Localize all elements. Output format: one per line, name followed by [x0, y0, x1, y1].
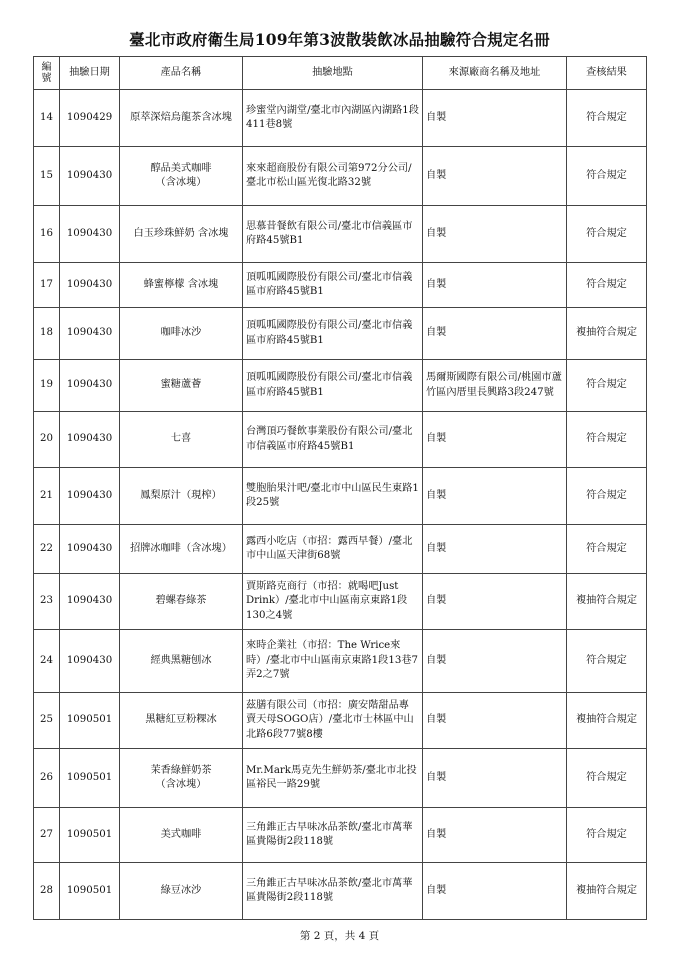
- product-name: 黑糖紅豆粉粿冰: [145, 714, 217, 726]
- table-row: [34, 206, 647, 263]
- product-name: 碧螺春綠茶: [155, 595, 207, 607]
- cell-source: 自製: [423, 693, 567, 749]
- cell-no: 21: [34, 468, 60, 525]
- cell-source: 自製: [423, 630, 567, 693]
- cell-site: 三角錐正古早味冰品茶飲/臺北市萬華區貴陽街2段118號: [243, 808, 423, 863]
- cell-product: [120, 468, 243, 525]
- cell-no: 15: [34, 147, 60, 206]
- cell-site: 頂呱呱國際股份有限公司/臺北市信義區市府路45號B1: [243, 360, 423, 412]
- cell-source: 自製: [423, 147, 567, 206]
- cell-result: 複抽符合規定: [567, 308, 647, 360]
- product-name: 綠豆冰沙: [160, 884, 202, 896]
- table-row: [34, 468, 647, 525]
- cell-result: 符合規定: [567, 749, 647, 808]
- product-name: 招牌冰咖啡（含冰塊）: [130, 542, 232, 554]
- cell-date: 1090430: [60, 574, 120, 630]
- cell-source: 自製: [423, 412, 567, 468]
- cell-product: [120, 90, 243, 147]
- cell-site: Mr.Mark馬克先生鮮奶茶/臺北市北投區裕民一路29號: [243, 749, 423, 808]
- cell-date: 1090430: [60, 525, 120, 574]
- cell-date: 1090430: [60, 360, 120, 412]
- cell-date: 1090430: [60, 147, 120, 206]
- cell-product: [120, 412, 243, 468]
- table-row: [34, 90, 647, 147]
- header-site: 抽驗地點: [243, 57, 423, 90]
- table-row: [34, 263, 647, 308]
- cell-site: 頂呱呱國際股份有限公司/臺北市信義區市府路45號B1: [243, 263, 423, 308]
- cell-product: [120, 525, 243, 574]
- table-row: [34, 147, 647, 206]
- cell-product: [120, 630, 243, 693]
- cell-date: 1090430: [60, 630, 120, 693]
- cell-date: 1090501: [60, 749, 120, 808]
- cell-no: 14: [34, 90, 60, 147]
- table-row: [34, 412, 647, 468]
- product-name: 白玉珍珠鮮奶 含冰塊: [133, 227, 229, 239]
- product-name: 咖啡冰沙: [160, 327, 202, 339]
- cell-no: 28: [34, 863, 60, 920]
- cell-result: 符合規定: [567, 468, 647, 525]
- cell-site: 頂呱呱國際股份有限公司/臺北市信義區市府路45號B1: [243, 308, 423, 360]
- table-row: [34, 630, 647, 693]
- cell-site: 雙胞胎果汁吧/臺北市中山區民生東路1段25號: [243, 468, 423, 525]
- cell-result: 符合規定: [567, 808, 647, 863]
- cell-result: 符合規定: [567, 360, 647, 412]
- cell-date: 1090430: [60, 263, 120, 308]
- cell-no: 24: [34, 630, 60, 693]
- table-row: [34, 360, 647, 412]
- table-row: [34, 525, 647, 574]
- cell-result: 符合規定: [567, 412, 647, 468]
- header-source: 來源廠商名稱及地址: [423, 57, 567, 90]
- cell-date: 1090430: [60, 308, 120, 360]
- cell-product: [120, 808, 243, 863]
- cell-result: 符合規定: [567, 90, 647, 147]
- inspection-table: [33, 56, 647, 920]
- cell-date: 1090501: [60, 808, 120, 863]
- product-name: 美式咖啡: [160, 828, 202, 840]
- cell-source: 馬爾斯國際有限公司/桃園市蘆竹區內厝里長興路3段247號: [423, 360, 567, 412]
- cell-no: 20: [34, 412, 60, 468]
- cell-no: 23: [34, 574, 60, 630]
- cell-result: 複抽符合規定: [567, 574, 647, 630]
- cell-source: 自製: [423, 863, 567, 920]
- cell-site: 三角錐正古早味冰品茶飲/臺北市萬華區貴陽街2段118號: [243, 863, 423, 920]
- cell-product: [120, 693, 243, 749]
- cell-date: 1090430: [60, 468, 120, 525]
- cell-product: [120, 360, 243, 412]
- header-result: 查核結果: [567, 57, 647, 90]
- cell-site: 來來超商股份有限公司第972分公司/臺北市松山區光復北路32號: [243, 147, 423, 206]
- cell-date: 1090430: [60, 412, 120, 468]
- cell-product: [120, 263, 243, 308]
- cell-no: 19: [34, 360, 60, 412]
- cell-product: [120, 863, 243, 920]
- cell-source: 自製: [423, 90, 567, 147]
- cell-source: 自製: [423, 525, 567, 574]
- product-name: 蜂蜜檸檬 含冰塊: [143, 278, 219, 290]
- cell-product: [120, 206, 243, 263]
- cell-source: 自製: [423, 468, 567, 525]
- page-footer: 第 2 頁，共 4 頁: [299, 930, 380, 942]
- cell-date: 1090501: [60, 863, 120, 920]
- cell-source: 自製: [423, 308, 567, 360]
- cell-site: 珍蜜堂內湖堂/臺北市內湖區內湖路1段411巷8號: [243, 90, 423, 147]
- cell-site: 思慕昔餐飲有限公司/臺北市信義區市府路45號B1: [243, 206, 423, 263]
- cell-site: 來時企業社（市招：The Wrice來時）/臺北市中山區南京東路1段13巷7弄2之7號: [243, 630, 423, 693]
- cell-site: 茲膳有限公司（市招：廣安階甜品專賣天母SOGO店）/臺北市士林區中山北路6段77號8樓: [243, 693, 423, 749]
- cell-source: 自製: [423, 808, 567, 863]
- table-header-row: [34, 57, 647, 90]
- cell-source: 自製: [423, 574, 567, 630]
- cell-no: 18: [34, 308, 60, 360]
- cell-result: 複抽符合規定: [567, 693, 647, 749]
- product-name: 蜜糖蘆薈: [160, 379, 202, 391]
- product-name: 原萃深焙烏龍茶含冰塊: [130, 111, 232, 123]
- cell-no: 25: [34, 693, 60, 749]
- product-name: 醇品美式咖啡 （含冰塊）: [150, 162, 212, 188]
- table-row: [34, 808, 647, 863]
- cell-result: 符合規定: [567, 525, 647, 574]
- cell-product: [120, 574, 243, 630]
- cell-result: 複抽符合規定: [567, 863, 647, 920]
- cell-date: 1090501: [60, 693, 120, 749]
- table-row: [34, 308, 647, 360]
- cell-source: 自製: [423, 263, 567, 308]
- product-name: 茉香綠鮮奶茶 （含冰塊）: [150, 764, 212, 790]
- cell-site: 賈斯路克商行（市招：就喝吧Just Drink）/臺北市中山區南京東路1段130之4號: [243, 574, 423, 630]
- cell-site: 台灣頂巧餐飲事業股份有限公司/臺北市信義區市府路45號B1: [243, 412, 423, 468]
- cell-result: 符合規定: [567, 630, 647, 693]
- table-row: [34, 749, 647, 808]
- header-date: 抽驗日期: [60, 57, 120, 90]
- cell-no: 17: [34, 263, 60, 308]
- product-name: 七喜: [170, 433, 192, 445]
- table-row: [34, 693, 647, 749]
- cell-product: [120, 147, 243, 206]
- table-row: [34, 863, 647, 920]
- cell-product: [120, 749, 243, 808]
- cell-no: 27: [34, 808, 60, 863]
- cell-no: 16: [34, 206, 60, 263]
- cell-source: 自製: [423, 749, 567, 808]
- cell-date: 1090429: [60, 90, 120, 147]
- product-name: 鳳梨原汁（現榨）: [140, 489, 222, 501]
- cell-result: 符合規定: [567, 263, 647, 308]
- header-no: 編 號: [34, 57, 60, 90]
- cell-result: 符合規定: [567, 147, 647, 206]
- cell-source: 自製: [423, 206, 567, 263]
- cell-site: 露西小吃店（市招：露西早餐）/臺北市中山區天津街68號: [243, 525, 423, 574]
- document-title: 臺北市政府衛生局109年第3波散裝飲冰品抽驗符合規定名冊: [129, 30, 550, 49]
- cell-date: 1090430: [60, 206, 120, 263]
- header-product: 產品名稱: [120, 57, 243, 90]
- cell-no: 22: [34, 525, 60, 574]
- cell-product: [120, 308, 243, 360]
- table-row: [34, 574, 647, 630]
- cell-no: 26: [34, 749, 60, 808]
- cell-result: 符合規定: [567, 206, 647, 263]
- product-name: 經典黑糖刨冰: [150, 654, 212, 666]
